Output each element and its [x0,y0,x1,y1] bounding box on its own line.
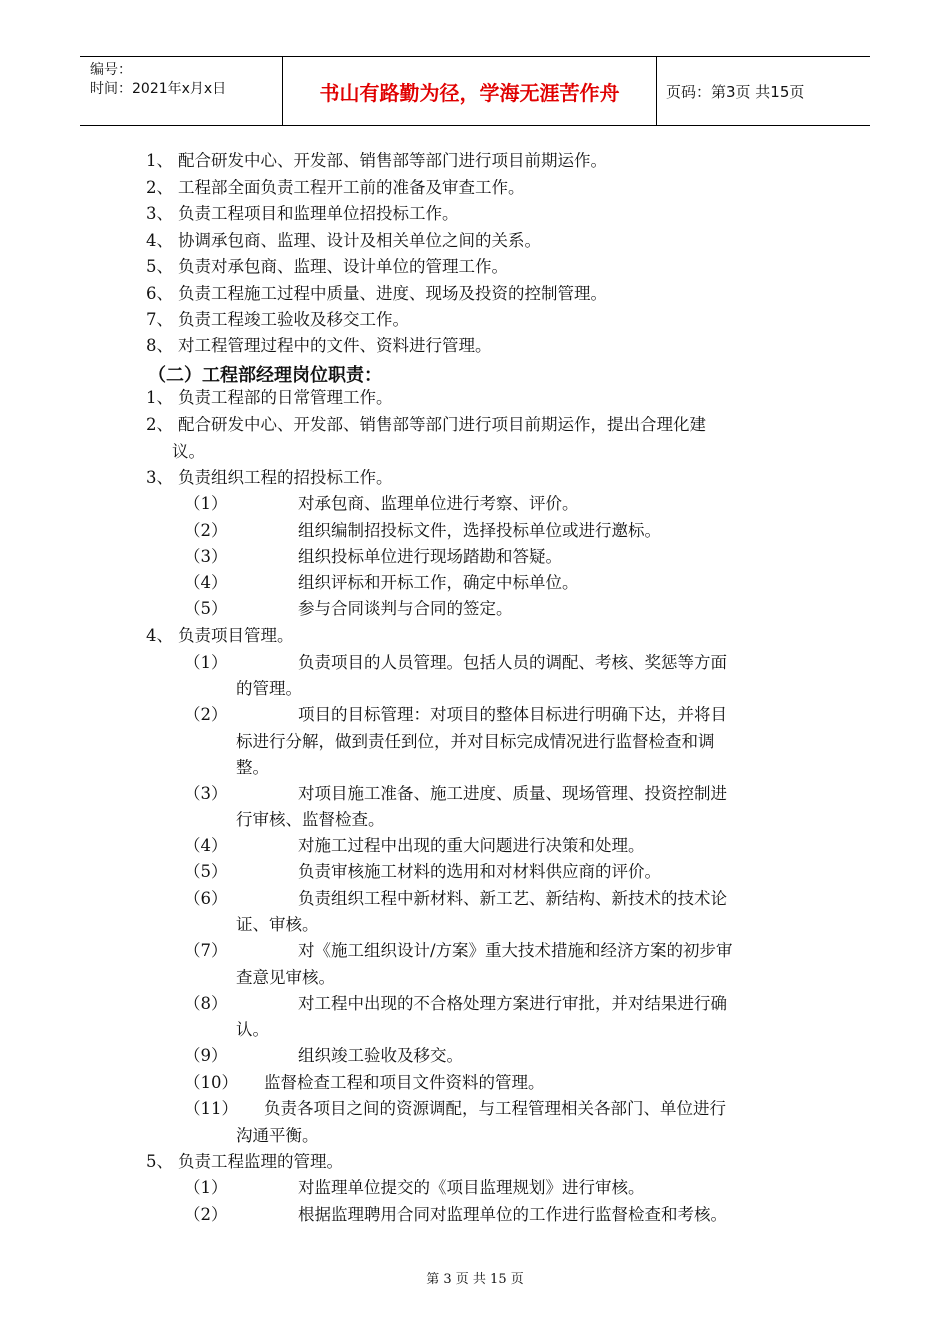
list-item: 6、 负责工程施工过程中质量、进度、现场及投资的控制管理。 [146,284,607,303]
date-label: 时间：2021年x月x日 [90,81,227,97]
list-item: 7、 负责工程竣工验收及移交工作。 [146,310,409,329]
sub-list-item-continuation: 的管理。 [236,679,302,698]
sub-list-item: （9） 组织竣工验收及移交。 [184,1046,463,1065]
sub-list-item-continuation: 认。 [236,1020,269,1039]
sub-list-item: （4） 对施工过程中出现的重大问题进行决策和处理。 [184,836,645,855]
sub-list-item-continuation: 查意见审核。 [236,968,335,987]
list-item: 1、 负责工程部的日常管理工作。 [146,388,393,407]
sub-list-item-continuation: 证、审核。 [236,915,319,934]
page-header [80,56,870,126]
list-item-continuation: 议。 [172,442,205,461]
sub-list-item: （4） 组织评标和开标工作，确定中标单位。 [184,573,579,592]
header-left-cell [80,57,283,125]
list-item: 8、 对工程管理过程中的文件、资料进行管理。 [146,336,492,355]
list-item: 5、 负责对承包商、监理、设计单位的管理工作。 [146,257,508,276]
sub-list-item-continuation: 标进行分解，做到责任到位，并对目标完成情况进行监督检查和调 [236,732,715,751]
list-item: 1、 配合研发中心、开发部、销售部等部门进行项目前期运作。 [146,151,607,170]
list-item: 4、 负责项目管理。 [146,626,294,645]
sub-list-item: （2） 组织编制招投标文件，选择投标单位或进行邀标。 [184,521,661,540]
sub-list-item-continuation: 行审核、监督检查。 [236,810,385,829]
sub-list-item: （1） 对承包商、监理单位进行考察、评价。 [184,494,579,513]
list-item: 2、 工程部全面负责工程开工前的准备及审查工作。 [146,178,525,197]
number-label: 编号： [90,62,132,78]
list-item: 3、 负责工程项目和监理单位招投标工作。 [146,204,459,223]
sub-list-item: （1） 负责项目的人员管理。包括人员的调配、考核、奖惩等方面 [184,653,727,672]
section-title: （二）工程部经理岗位职责： [148,365,382,386]
header-motto: 书山有路勤为径，学海无涯苦作舟 [283,57,657,125]
sub-list-item: （2） 项目的目标管理：对项目的整体目标进行明确下达，并将目 [184,705,727,724]
sub-list-item: （8） 对工程中出现的不合格处理方案进行审批，并对结果进行确 [184,994,727,1013]
sub-list-item-continuation: 整。 [236,758,269,777]
sub-list-item: （5） 参与合同谈判与合同的签定。 [184,599,513,618]
sub-list-item-continuation: 沟通平衡。 [236,1126,319,1145]
sub-list-item: （10） 监督检查工程和项目文件资料的管理。 [184,1073,545,1092]
sub-list-item: （3） 对项目施工准备、施工进度、质量、现场管理、投资控制进 [184,784,727,803]
sub-list-item: （11） 负责各项目之间的资源调配，与工程管理相关各部门、单位进行 [184,1099,726,1118]
list-item: 4、 协调承包商、监理、设计及相关单位之间的关系。 [146,231,541,250]
list-item: 5、 负责工程监理的管理。 [146,1152,343,1171]
list-item: 3、 负责组织工程的招投标工作。 [146,468,393,487]
sub-list-item: （1） 对监理单位提交的《项目监理规划》进行审核。 [184,1178,645,1197]
sub-list-item: （2） 根据监理聘用合同对监理单位的工作进行监督检查和考核。 [184,1205,727,1224]
header-page-info: 页码：第3页 共15页 [666,82,805,101]
sub-list-item: （5） 负责审核施工材料的选用和对材料供应商的评价。 [184,862,661,881]
sub-list-item: （3） 组织投标单位进行现场踏勘和答疑。 [184,547,562,566]
sub-list-item: （6） 负责组织工程中新材料、新工艺、新结构、新技术的技术论 [184,889,727,908]
page-footer: 第 3 页 共 15 页 [426,1272,524,1287]
sub-list-item: （7） 对《施工组织设计/方案》重大技术措施和经济方案的初步审 [184,941,733,960]
list-item: 2、 配合研发中心、开发部、销售部等部门进行项目前期运作，提出合理化建 [146,415,706,434]
